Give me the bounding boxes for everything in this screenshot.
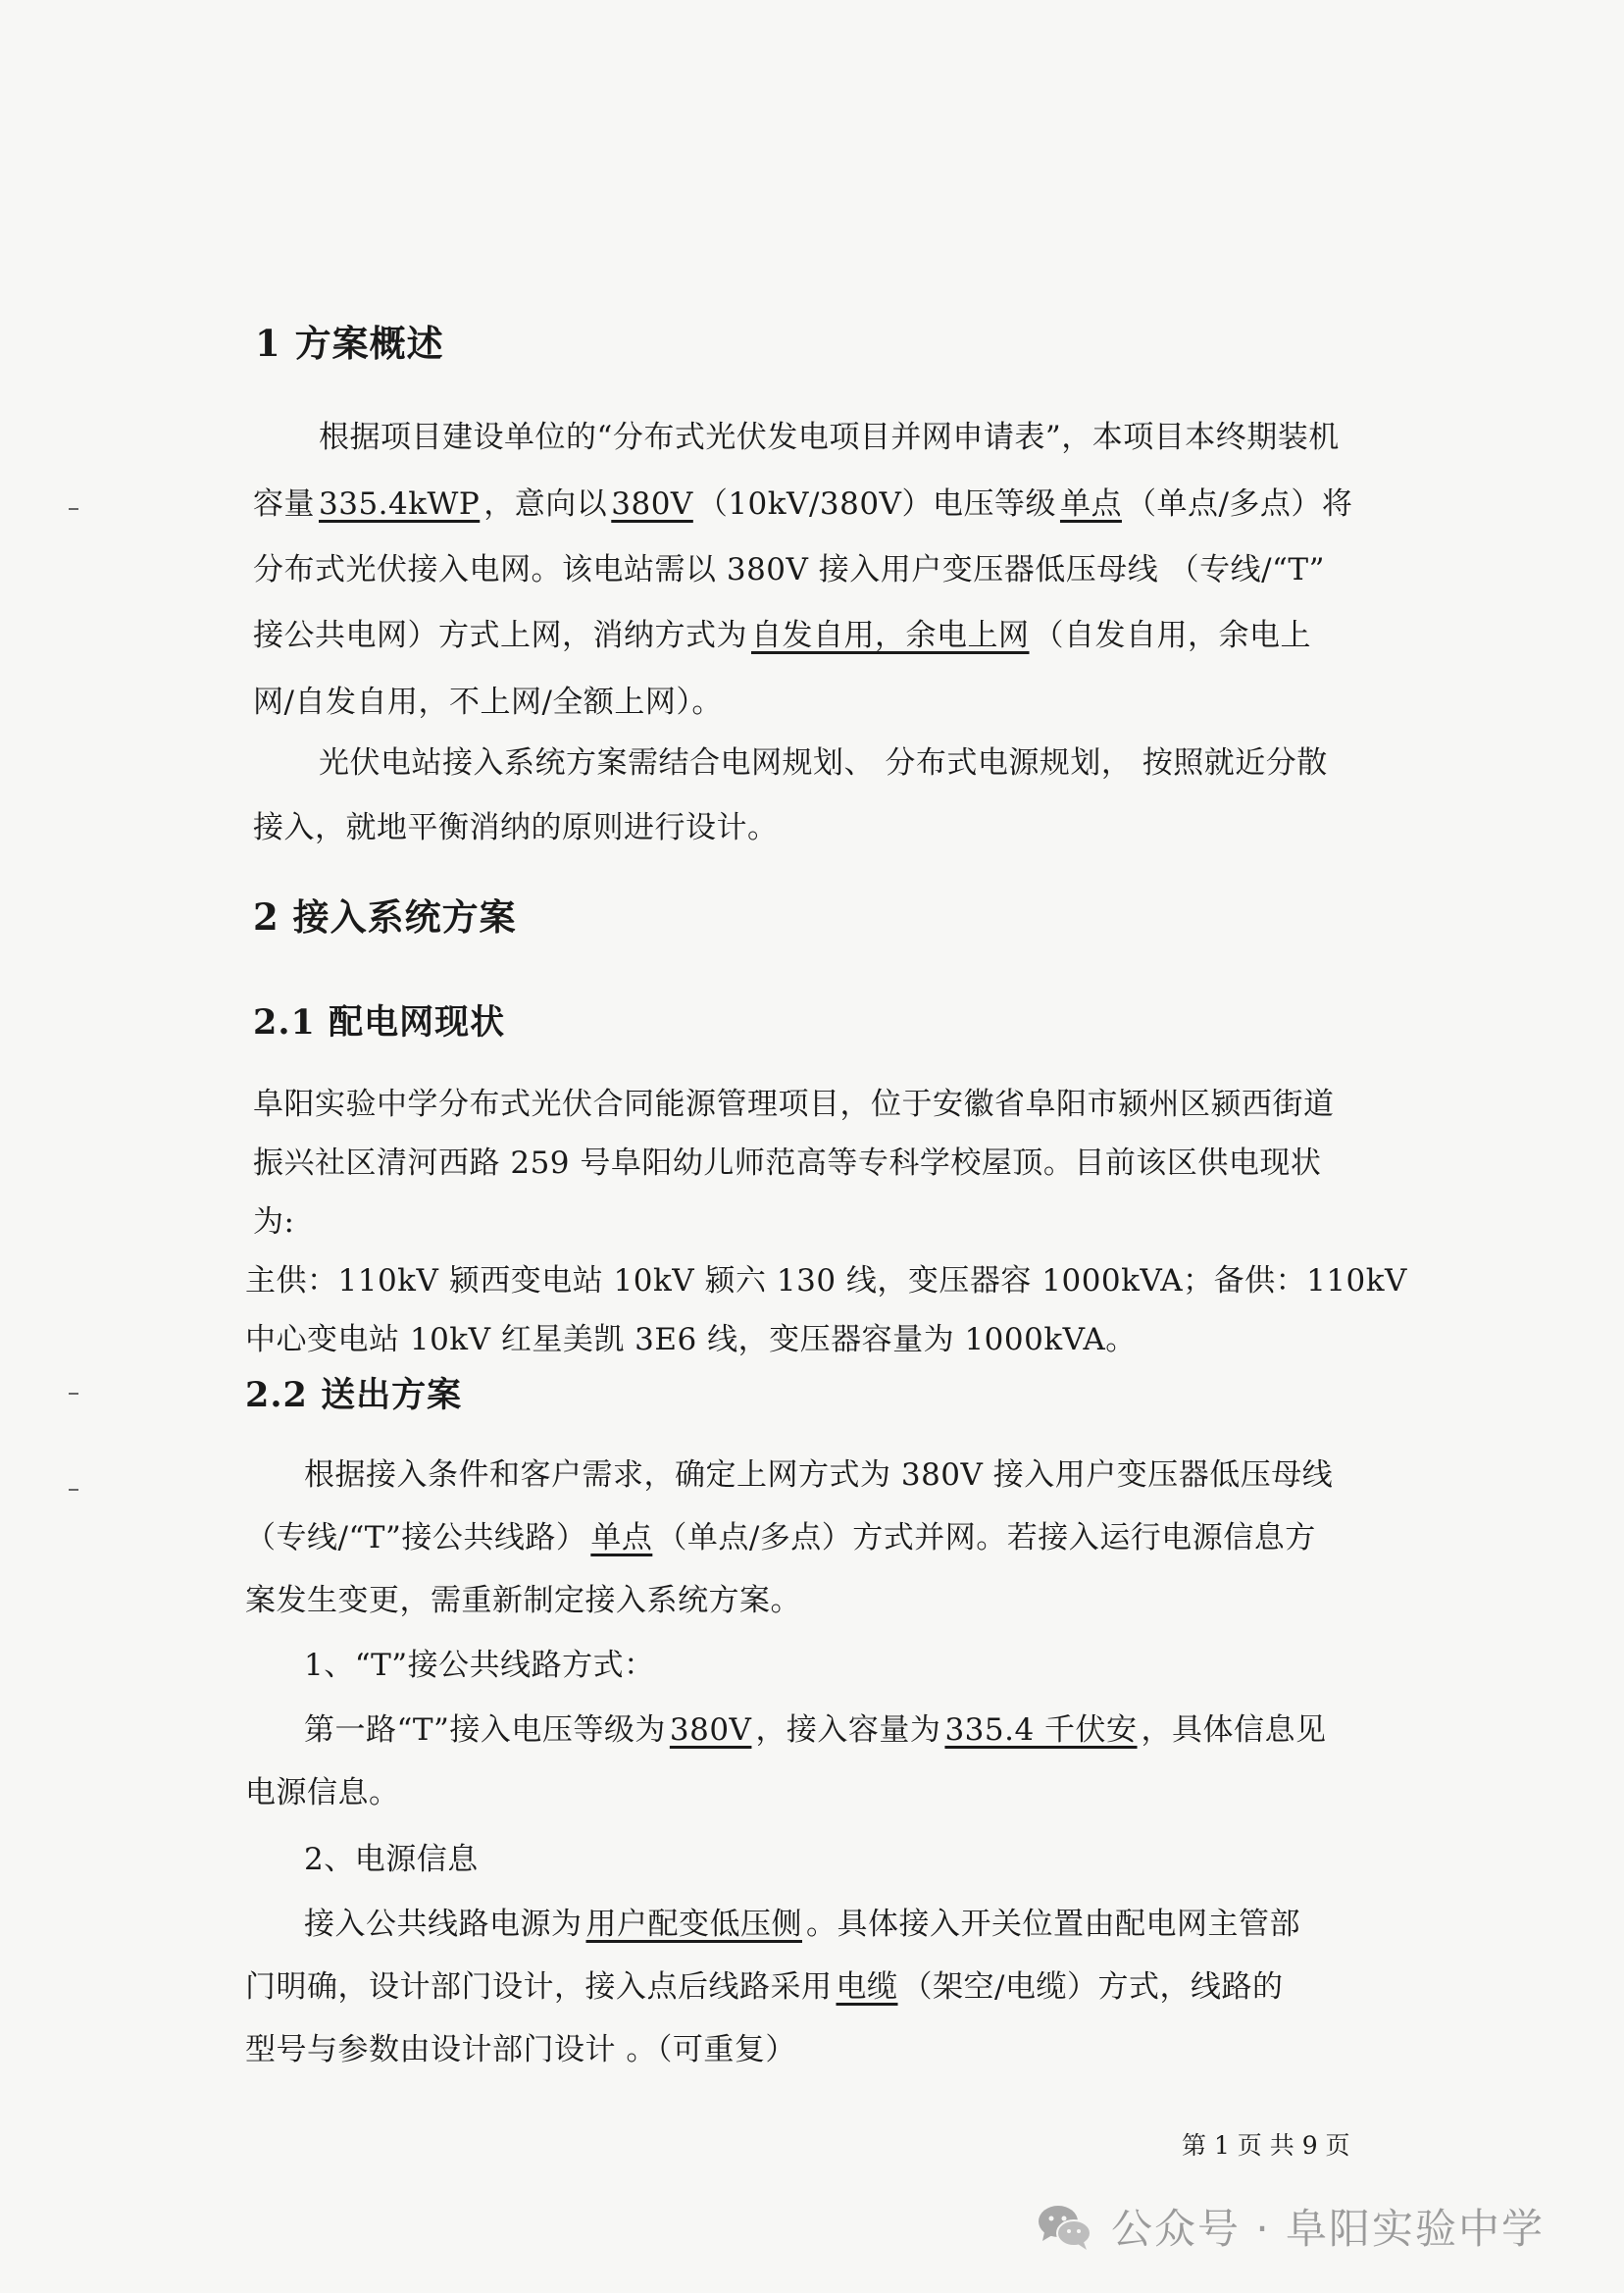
line-type-value: 电缆 — [836, 1969, 898, 2005]
item-1-line1 — [304, 1705, 1327, 1749]
wechat-icon — [1035, 2200, 1093, 2253]
s2-1-line4: 主供：110kV 颍西变电站 10kV 颍六 130 线，变压器容 1000kVA；备供：110kV — [245, 1263, 1407, 1299]
power-source-value: 用户配变低压侧 — [585, 1907, 802, 1942]
text: （10kV/380V）电压等级 — [696, 486, 1056, 522]
s1-para1-line2 — [253, 479, 1352, 523]
text: 第一路“T”接入电压等级为 — [304, 1712, 666, 1748]
s1-para2-line2: 接入，就地平衡消纳的原则进行设计。 — [253, 810, 779, 845]
s1-para1-line5: 网/自发自用，不上网/全额上网）。 — [253, 685, 723, 720]
s2-1-line1: 阜阳实验中学分布式光伏合同能源管理项目，位于安徽省阜阳市颍州区颍西街道 — [253, 1087, 1335, 1122]
s1-para1-line4 — [253, 610, 1311, 654]
text: ，接入容量为 — [755, 1712, 941, 1748]
capacity-value: 335.4 千伏安 — [944, 1712, 1138, 1748]
section-1-title: 1 方案概述 — [255, 322, 444, 365]
text: 。具体接入开关位置由配电网主管部 — [806, 1907, 1300, 1942]
s1-para2-line1: 光伏电站接入系统方案需结合电网规划、 分布式电源规划， 按照就近分散 — [319, 745, 1328, 781]
text: ，意向以 — [483, 486, 608, 522]
text: （专线/“T”接公共线路） — [245, 1520, 587, 1555]
scan-margin-mark — [69, 1393, 78, 1395]
s2-2-line2 — [245, 1512, 1316, 1556]
s1-para1-line3: 分布式光伏接入电网。该电站需以 380V 接入用户变压器低压母线 （专线/“T” — [253, 552, 1325, 587]
page-number: 第 1 页 共 9 页 — [1182, 2131, 1350, 2160]
s2-1-line5: 中心变电站 10kV 红星美凯 3E6 线，变压器容量为 1000kVA。 — [245, 1322, 1137, 1357]
section-2-title: 2 接入系统方案 — [253, 895, 517, 939]
text: 门明确，设计部门设计，接入点后线路采用 — [245, 1969, 833, 2005]
item-2-line3: 型号与参数由设计部门设计 。（可重复） — [245, 2032, 796, 2067]
capacity-value: 335.4kWP — [319, 486, 481, 522]
text: （单点/多点）方式并网。若接入运行电源信息方 — [656, 1520, 1316, 1555]
item-2-line2 — [245, 1962, 1283, 2006]
voltage-value: 380V — [611, 486, 693, 522]
scan-margin-mark — [69, 1489, 78, 1491]
item-1-line2: 电源信息。 — [245, 1775, 400, 1810]
text: 容量 — [253, 486, 315, 522]
text: （单点/多点）将 — [1125, 486, 1353, 522]
s2-1-line3: 为: — [253, 1204, 295, 1240]
scan-margin-mark — [69, 508, 78, 510]
item-1-heading: 1、“T”接公共线路方式： — [304, 1648, 655, 1683]
section-2-1-title: 2.1 配电网现状 — [253, 1002, 506, 1043]
item-2-heading: 2、电源信息 — [304, 1842, 479, 1877]
item-2-line1 — [304, 1899, 1300, 1943]
text: ，具体信息见 — [1141, 1712, 1327, 1748]
point-value: 单点 — [590, 1520, 653, 1555]
consumption-mode-value: 自发自用，余电上网 — [751, 618, 1030, 653]
s2-2-line1: 根据接入条件和客户需求，确定上网方式为 380V 接入用户变压器低压母线 — [304, 1457, 1334, 1493]
text: 接公共电网）方式上网，消纳方式为 — [253, 618, 747, 653]
voltage-value: 380V — [669, 1712, 752, 1748]
watermark-text: 公众号 · 阜阳实验中学 — [1111, 2205, 1546, 2253]
s2-2-line3: 案发生变更，需重新制定接入系统方案。 — [245, 1583, 801, 1618]
text: （自发自用，余电上 — [1033, 618, 1311, 653]
text: （架空/电缆）方式，线路的 — [901, 1969, 1284, 2005]
section-2-2-title: 2.2 送出方案 — [245, 1375, 463, 1415]
point-value: 单点 — [1059, 486, 1122, 522]
text: 接入公共线路电源为 — [304, 1907, 583, 1942]
watermark — [1035, 2197, 1545, 2256]
s2-1-line2: 振兴社区清河西路 259 号阜阳幼儿师范高等专科学校屋顶。目前该区供电现状 — [253, 1146, 1322, 1181]
s1-para1-line1: 根据项目建设单位的“分布式光伏发电项目并网申请表”，本项目本终期装机 — [319, 420, 1340, 455]
